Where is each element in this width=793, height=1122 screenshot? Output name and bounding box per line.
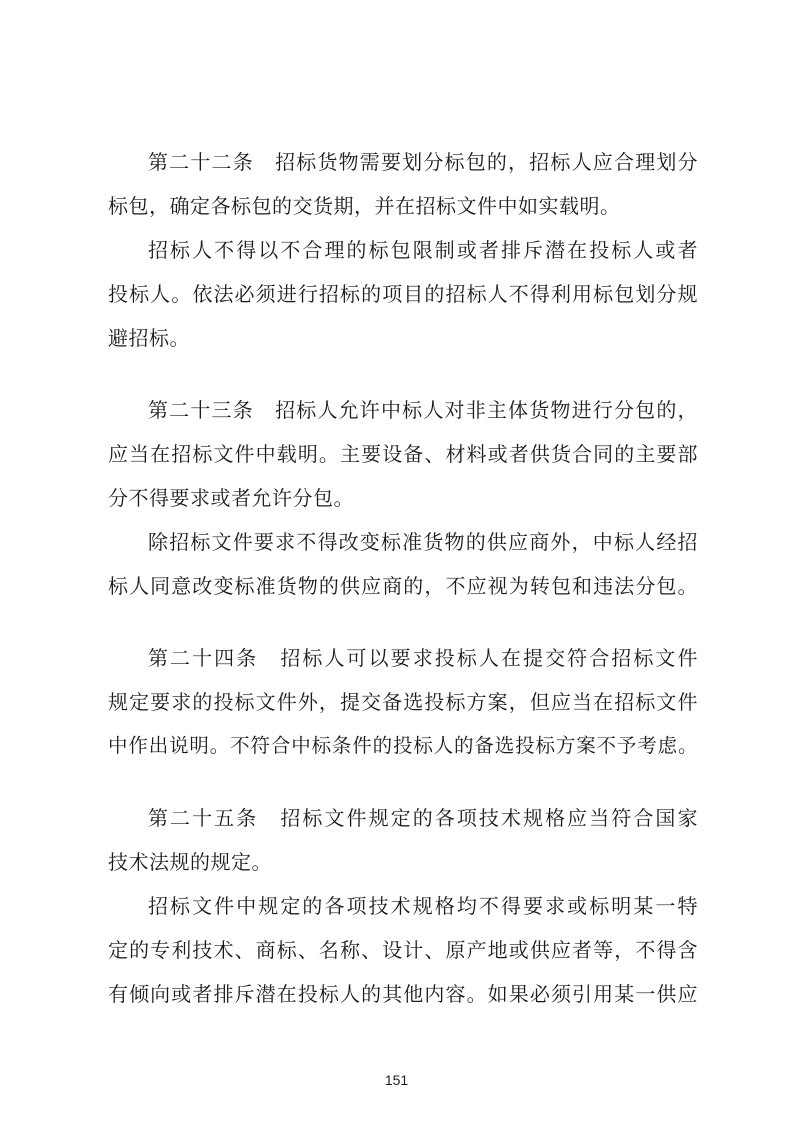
- article-23-para2-line-1: 除招标文件要求不得改变标准货物的供应商外，中标人经招: [148, 530, 698, 554]
- article-23-para2-line-2: 标人同意改变标准货物的供应商的，不应视为转包和违法分包。: [108, 574, 698, 598]
- article-24-line-2: 规定要求的投标文件外，提交备选投标方案，但应当在招标文件: [108, 690, 698, 714]
- article-25-para2-line-1: 招标文件中规定的各项技术规格均不得要求或标明某一特: [148, 894, 698, 918]
- article-23-line-2: 应当在招标文件中载明。主要设备、材料或者供货合同的主要部: [108, 442, 698, 466]
- article-22-line-1: 第二十二条 招标货物需要划分标包的，招标人应合理划分: [148, 150, 698, 174]
- article-24-line-1: 第二十四条 招标人可以要求投标人在提交符合招标文件: [148, 646, 698, 670]
- article-25-para2-line-3: 有倾向或者排斥潜在投标人的其他内容。如果必须引用某一供应: [108, 982, 698, 1006]
- article-23-line-3: 分不得要求或者允许分包。: [108, 486, 354, 510]
- article-25-line-2: 技术法规的规定。: [108, 850, 272, 874]
- page-number: 151: [384, 1072, 409, 1088]
- article-22-line-2: 标包，确定各标包的交货期，并在招标文件中如实载明。: [108, 194, 621, 218]
- article-24-line-3: 中作出说明。不符合中标条件的投标人的备选投标方案不予考虑。: [108, 734, 698, 757]
- article-22-para2-line-1: 招标人不得以不合理的标包限制或者排斥潜在投标人或者: [148, 238, 698, 262]
- article-23-line-1: 第二十三条 招标人允许中标人对非主体货物进行分包的，: [148, 398, 698, 422]
- article-25-line-1: 第二十五条 招标文件规定的各项技术规格应当符合国家: [148, 806, 698, 830]
- article-25-para2-line-2: 定的专利技术、商标、名称、设计、原产地或供应者等，不得含: [108, 938, 698, 962]
- article-22-para2-line-3: 避招标。: [108, 326, 190, 350]
- article-22-para2-line-2: 投标人。依法必须进行招标的项目的招标人不得利用标包划分规: [108, 282, 698, 306]
